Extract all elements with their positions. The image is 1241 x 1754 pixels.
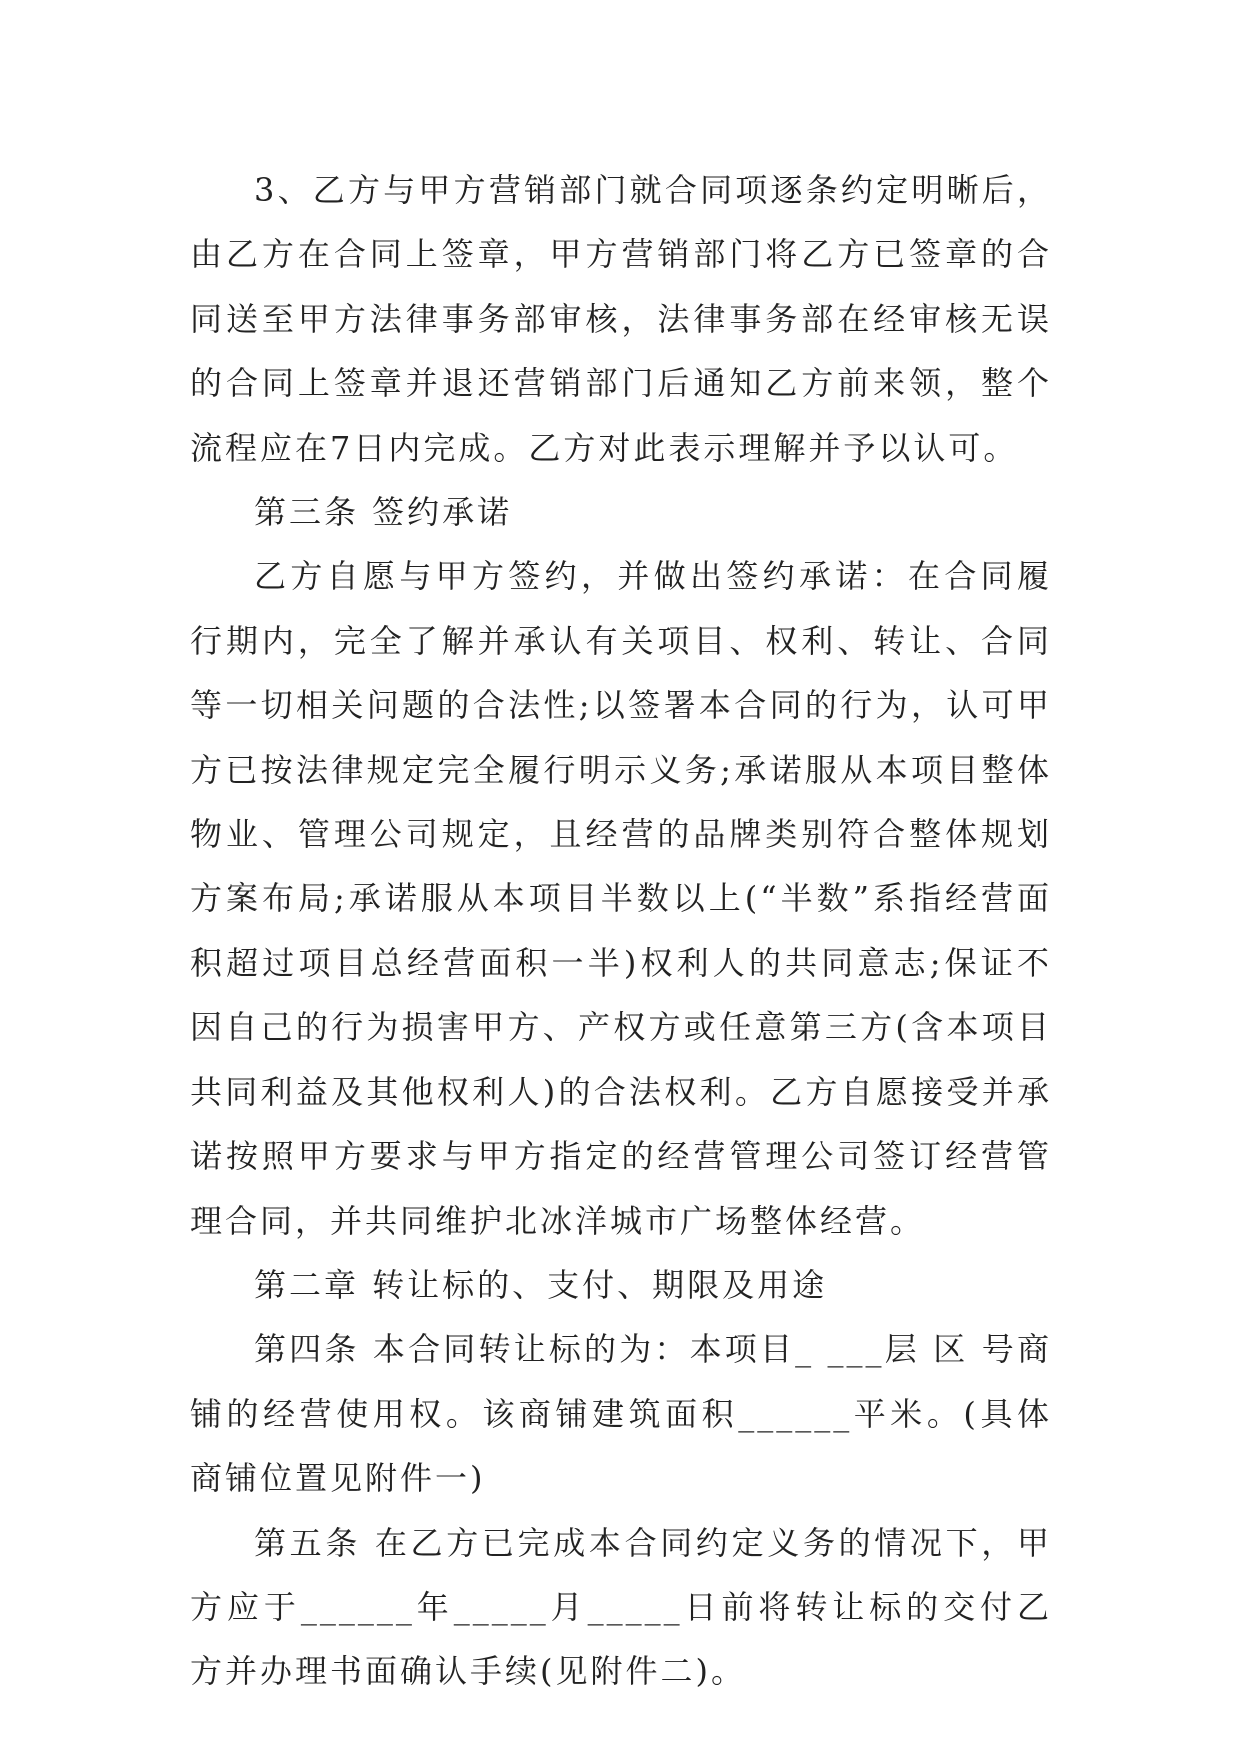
paragraph-signing-commitment: 乙方自愿与甲方签约，并做出签约承诺：在合同履行期内，完全了解并承认有关项目、权利、转让、合同等一切相关问题的合法性;以签署本合同的行为，认可甲方已按法律规定完全履行明示义务;承诺服从本项目整体物业、管理公司规定，且经营的品牌类别符合整体规划方案布局;承诺服从本项目半数以上(“半数”系指经营面积超过项目总经营面积一半)权利人的共同意志;保证不因自己的行为损害甲方、产权方或任意第三方(含本项目共同利益及其他权利人)的合法权利。乙方自愿接受并承诺按照甲方要求与甲方指定的经营管理公司签订经营管理合同，并共同维护北冰洋城市广场整体经营。 bbox=[190, 557, 1052, 1240]
paragraph-article-4: 第四条 本合同转让标的为：本项目_ ___层 区 号商铺的经营使用权。该商铺建筑面积______平米。(具体商铺位置见附件一) bbox=[190, 1330, 1052, 1498]
heading-article-3: 第三条 签约承诺 bbox=[254, 493, 513, 532]
paragraph-clause-3-process: 3、乙方与甲方营销部门就合同项逐条约定明晰后，由乙方在合同上签章，甲方营销部门将乙方已签章的合同送至甲方法律事务部审核，法律事务部在经审核无误的合同上签章并退还营销部门后通知乙方前来领，整个流程应在7日内完成。乙方对此表示理解并予以认可。 bbox=[190, 171, 1052, 467]
heading-chapter-2: 第二章 转让标的、支付、期限及用途 bbox=[254, 1265, 828, 1304]
paragraph-article-5: 第五条 在乙方已完成本合同约定义务的情况下，甲方应于______年_____月_____日前将转让标的交付乙方并办理书面确认手续(见附件二)。 bbox=[190, 1523, 1052, 1691]
document-body bbox=[190, 158, 1052, 1704]
